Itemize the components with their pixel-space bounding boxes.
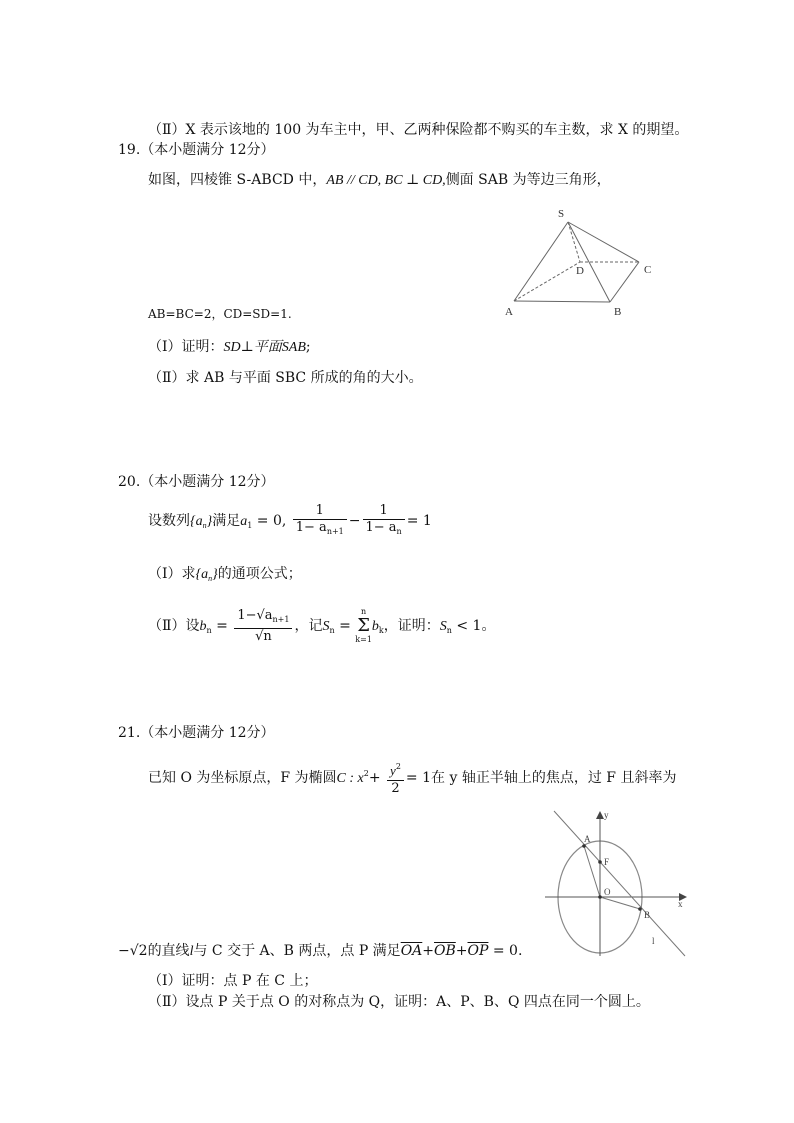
q21-vec-plus2: + [455,943,468,959]
q19-intro [148,171,611,190]
q20-header: 20.（本小题满分 12分） [118,474,275,490]
q20-seq-sub: n [202,521,207,530]
q20-S2: S [439,619,447,634]
q20-intro-mid: 满足 [212,513,241,529]
q20-part2-pre: （Ⅱ）设 [148,618,200,634]
q19-header: 19.（本小题满分 12分） [118,142,275,158]
q20-part1-seq-close: } [212,567,218,582]
q20-a1: a [240,514,248,529]
q20-sum-sig: Σ [357,615,370,636]
q20-S2-sub: n [446,626,452,635]
q21-label-O: O [604,887,611,897]
q21-vec-OP: $\overline{OP}$ [467,943,489,959]
q20-bn-num: 1−√a [237,607,273,623]
q19-part1-end: ; [305,339,311,355]
q19-label-A: A [505,306,513,318]
q20-frac1-den: 1− a [295,519,327,535]
q19-intro-math: AB // CD, BC ⊥ CD, [326,173,446,188]
q21-y2-den: 2 [391,781,400,796]
q21-label-l: l [652,936,655,946]
q20-prove: ，证明： [383,618,440,634]
q21-vec-OA: $\overline{OA}$ [400,943,423,959]
q19-pyramid-figure [500,205,670,320]
q20-bn-den: √n [255,628,272,644]
q20-b: b [199,619,207,634]
q21-curve: C : x [336,771,364,786]
q20-S: S [322,619,330,634]
q20-ineq: < 1。 [456,618,496,634]
q20-mid: ，记 [294,618,323,634]
q21-curve-sup: 2 [363,769,369,778]
q19-label-S: S [558,208,565,220]
q20-frac1-num: 1 [293,503,347,520]
q20-S-sub: n [329,626,335,635]
q20-frac2-num: 1 [363,503,405,520]
q21-line-condition [118,942,522,961]
q21-line-text-b: 与 C 交于 A、B 两点，点 P 满足 [193,943,401,959]
q21-y2-num: y [390,763,396,778]
q20-seq: {a [190,514,203,529]
q21-vec-eq: = 0. [492,943,523,959]
q19-part1-math: SD⊥平面SAB [223,340,306,355]
q20-frac1 [293,503,347,540]
q20-frac1-den-sub: n+1 [326,526,344,536]
q20-bk: b [371,619,379,634]
q20-sum [355,607,372,645]
q20-bn-frac [234,608,292,645]
q20-part1-post: 的通项公式； [217,566,302,582]
q21-intro-pre: 已知 O 为坐标原点，F 为椭圆 [148,770,337,786]
q21-y2-frac [387,759,404,797]
q21-vec-OB: $\overline{OB}$ [434,943,456,959]
q20-minus: − [348,513,361,529]
q21-eq: = 1 [405,770,432,786]
q20-part1 [148,565,302,588]
q20-a1-sub: 1 [247,521,253,530]
q19-label-B: B [614,306,622,318]
q19-given: AB=BC=2，CD=SD=1. [148,307,292,321]
q18-part2: （Ⅱ）X 表示该地的 100 为车主中，甲、乙两种保险都不购买的车主数，求 X 的期望。 [148,122,689,138]
q19-intro-pre: 如图，四棱锥 S-ABCD 中， [148,172,327,188]
q21-label-B: B [644,910,651,920]
q20-part1-seq-sub: n [208,574,213,583]
q21-label-F: F [604,857,610,867]
q20-seq-close: } [206,514,213,529]
q20-frac2-den: 1− a [365,519,397,535]
q21-header: 21.（本小题满分 12分） [118,725,275,741]
q21-intro [148,754,676,799]
q20-part2 [148,603,495,654]
q21-slope: −√2 [118,943,148,959]
q20-eq1: = 1 [406,513,432,529]
q20-sum-top: n [361,607,367,616]
q21-line-text-a: 的直线 [147,943,190,959]
q21-part2: （Ⅱ）设点 P 关于点 O 的对称点为 Q，证明：A、P、B、Q 四点在同一个圆上。 [148,994,650,1010]
q19-label-C: C [644,264,652,276]
q21-label-x: x [678,899,683,909]
q21-y2-num-sup: 2 [395,762,401,771]
q21-line-l: l [189,944,194,959]
q21-plus: + [368,770,381,786]
q21-label-y: y [604,810,609,820]
q20-b-sub: n [206,626,212,635]
q19-part1 [148,338,311,357]
q19-part2: （Ⅱ）求 AB 与平面 SBC 所成的角的大小。 [148,370,423,386]
q21-intro-post: 在 y 轴正半轴上的焦点，过 F 且斜率为 [431,770,677,786]
q21-part1: （Ⅰ）证明：点 P 在 C 上； [148,973,318,989]
q20-bn-num-sub: n+1 [272,614,290,624]
q20-frac2 [363,503,405,540]
q21-vec-plus1: + [422,943,435,959]
q21-ellipse-figure [540,806,692,962]
q19-intro-post: 侧面 SAB 为等边三角形， [445,172,611,188]
q21-label-A: A [584,834,591,844]
q20-intro-pre: 设数列 [148,513,190,529]
q20-b-eq: = [216,618,228,634]
q19-part1-label: （Ⅰ）证明： [148,339,224,355]
q20-sum-bot: k=1 [355,635,372,644]
q20-frac2-den-sub: n [396,526,402,536]
q20-part1-pre: （Ⅰ）求 [148,566,196,582]
q20-intro [148,501,432,546]
q20-a1-eq: = 0, [252,513,287,529]
q19-label-D: D [576,265,584,277]
q20-part1-seq: {a [195,567,209,582]
q20-S-eq: = [339,618,351,634]
q20-bk-sub: k [378,626,384,635]
